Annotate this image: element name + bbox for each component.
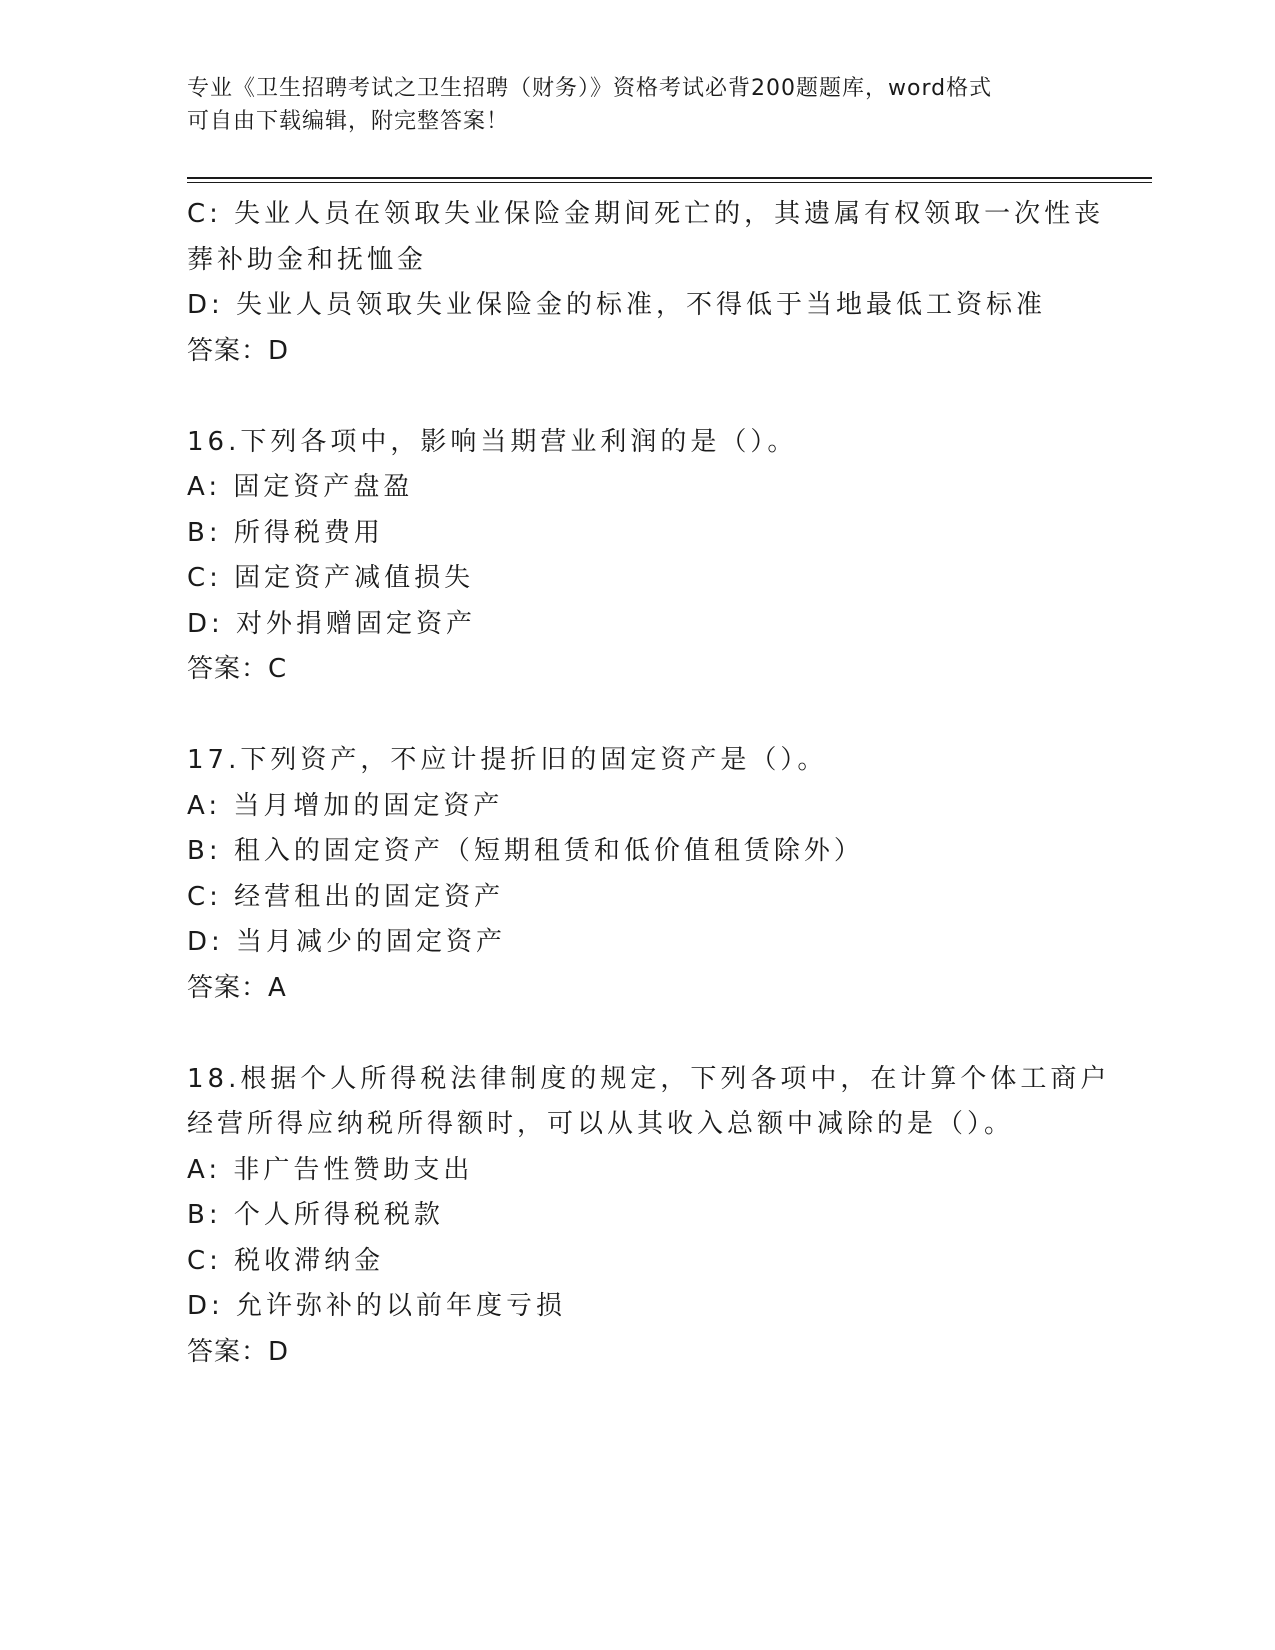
option-b: B: 租入的固定资产（短期租赁和低价值租赁除外） xyxy=(187,836,864,866)
question-stem: 18.根据个人所得税法律制度的规定，下列各项中，在计算个体工商户 xyxy=(187,1063,1111,1094)
answer: 答案：A xyxy=(187,972,287,1003)
spacer xyxy=(187,1011,1087,1057)
option-d: D: 当月减少的固定资产 xyxy=(187,927,507,957)
option-c: C: 失业人员在领取失业保险金期间死亡的，其遗属有权领取一次性丧 xyxy=(187,199,1105,229)
header-line-2: 可自由下载编辑，附完整答案！ xyxy=(187,109,510,134)
document-header xyxy=(187,72,1087,138)
option-a: A: 固定资产盘盈 xyxy=(187,472,414,502)
question-18 xyxy=(187,1057,1111,1376)
continued-question xyxy=(187,192,1105,374)
option-d: D: 对外捐赠固定资产 xyxy=(187,608,477,639)
option-c: C: 税收滞纳金 xyxy=(187,1245,385,1276)
option-c: C: 固定资产减值损失 xyxy=(187,563,475,593)
question-stem: 17.下列资产，不应计提折旧的固定资产是（）。 xyxy=(187,745,828,775)
header-divider xyxy=(187,177,1152,183)
question-17 xyxy=(187,738,1087,1011)
option-d: D: 允许弥补的以前年度亏损 xyxy=(187,1291,567,1321)
option-b: B: 个人所得税税款 xyxy=(187,1200,444,1230)
spacer xyxy=(187,374,1087,420)
question-content xyxy=(187,192,1111,1375)
option-a: A: 非广告性赞助支出 xyxy=(187,1154,474,1185)
spacer xyxy=(187,693,1087,739)
option-c-continued: 葬补助金和抚恤金 xyxy=(187,244,428,275)
question-stem-continued: 经营所得应纳税所得额时，可以从其收入总额中减除的是（）。 xyxy=(187,1109,1015,1139)
header-line-1: 专业《卫生招聘考试之卫生招聘（财务）》资格考试必背200题题库，word格式 xyxy=(187,76,993,101)
question-stem: 16.下列各项中，影响当期营业利润的是（）。 xyxy=(187,426,798,457)
option-c: C: 经营租出的固定资产 xyxy=(187,881,505,912)
answer: 答案：D xyxy=(187,1336,290,1367)
answer: 答案：D xyxy=(187,335,290,366)
option-a: A: 当月增加的固定资产 xyxy=(187,790,504,821)
option-d: D: 失业人员领取失业保险金的标准，不得低于当地最低工资标准 xyxy=(187,290,1047,320)
answer: 答案：C xyxy=(187,654,288,684)
option-b: B: 所得税费用 xyxy=(187,517,384,548)
question-16 xyxy=(187,420,1087,693)
